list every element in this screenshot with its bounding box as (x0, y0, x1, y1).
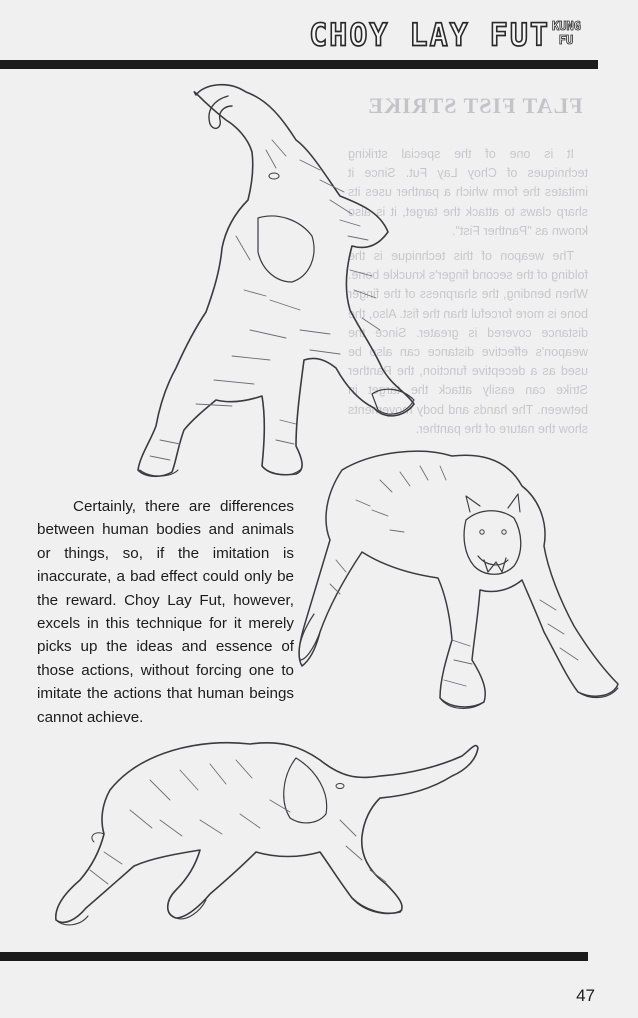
bleed-through-heading: FLAT FIST STRIKE (367, 93, 583, 118)
body-paragraph-block (37, 495, 294, 729)
bleed-through-paragraph-2: The weapon of this technique is the folding of the second finger's knuckle bone. When bending, the sharpness of the finger bone is more forceful than the fist. Also, the distance covered is greater. Since the weapon's effective distance can also be used as a deceptive function, the Panther Strike can easily attack the target in between. The hands and body movements show the nature of the panther. (348, 249, 588, 436)
page-number: 47 (576, 986, 595, 1005)
running-header-title: CHOY LAY FUT (309, 17, 550, 54)
charging-elephant-illustration (56, 743, 478, 925)
footer-rule (0, 952, 588, 961)
badge-line-1: KUNG (552, 19, 581, 33)
panther-illustration (299, 451, 618, 708)
rearing-elephant-illustration (138, 85, 414, 477)
bleed-through-paragraph-1: It is one of the special striking techniques of Choy Lay Fut. Since it imitates the form which a panther uses its sharp claws to attack the target, it is also known as "Panther Fist". (348, 147, 588, 238)
body-paragraph: Certainly, there are differences between human bodies and animals or things, so, if the imitation is inaccurate, a bad effect could only be the reward. Choy Lay Fut, however, excels in this technique for it merely picks up the ideas and essence of those actions, without forcing one to imitate the actions that human beings cannot achieve. (37, 498, 294, 726)
badge-line-2: FU (558, 33, 574, 47)
